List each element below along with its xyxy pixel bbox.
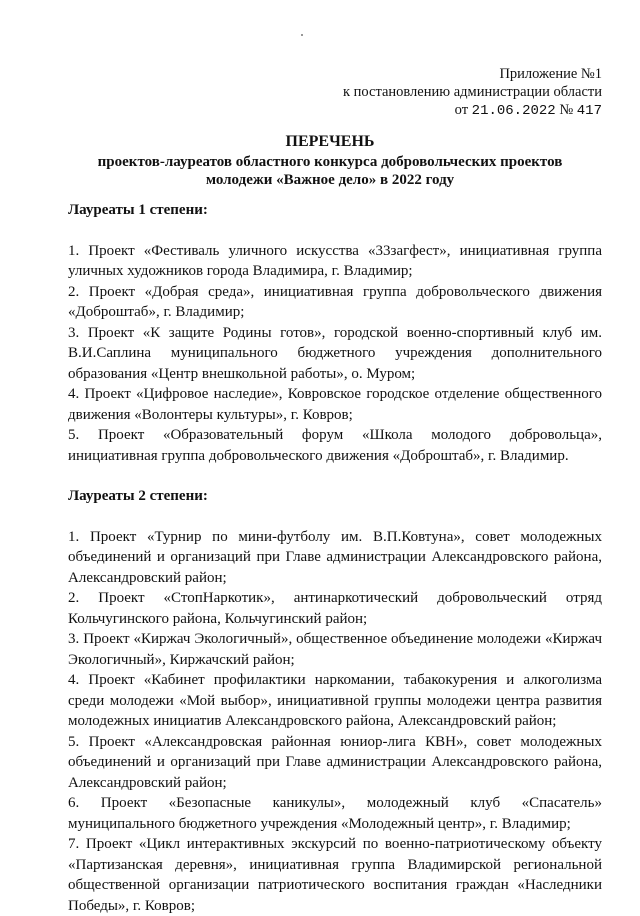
- list-item: 1. Проект «Турнир по мини-футболу им. В.П.Ковтуна», совет молодежных объединений и организаций при Главе администрации Александровского района, Александровский район;: [68, 528, 602, 586]
- appendix-date-prefix: от: [454, 102, 469, 118]
- document-content: [68, 200, 602, 916]
- list-item: 2. Проект «Добрая среда», инициативная группа добровольческого движения «Доброштаб», г. Владимир;: [68, 283, 602, 320]
- list-item: 4. Проект «Цифровое наследие», Ковровское городское отделение общественного движения «Волонтеры культуры», г. Ковров;: [68, 386, 602, 423]
- list-item: 5. Проект «Александровская районная юниор-лига КВН», совет молодежных объединений и организаций при Главе администрации Александровского района, Александровский район;: [68, 733, 602, 791]
- appendix-number-sign: №: [559, 102, 574, 118]
- appendix-date-number: [343, 101, 602, 120]
- document-subtitle-line-2: молодежи «Важное дело» в 2022 году: [205, 172, 455, 188]
- scan-speck: [301, 34, 303, 36]
- section-heading-first-degree: Лауреаты 1 степени:: [68, 202, 208, 218]
- section-heading-second-degree: Лауреаты 2 степени:: [68, 488, 208, 504]
- list-item: 1. Проект «Фестиваль уличного искусства «33загфест», инициативная группа уличных художников города Владимира, г. Владимир;: [68, 242, 602, 279]
- list-item: 3. Проект «Киржач Экологичный», общественное объединение молодежи «Киржач Экологичный», Киржачский район;: [68, 631, 602, 668]
- list-item: 7. Проект «Цикл интерактивных экскурсий по военно-патриотическому объекту «Партизанская деревня», инициативная группа Владимирской региональной общественной организации патриотического воспитания граждан «Наследники Победы», г. Ковров;: [68, 836, 602, 914]
- list-item: 4. Проект «Кабинет профилактики наркомании, табакокурения и алкоголизма среди молодежи «Мой выбор», инициативной группы молодежи центра развития молодежных инициатив Александровского района, Александровский район;: [68, 672, 602, 729]
- appendix-title: Приложение №1: [499, 66, 602, 82]
- document-subtitle-line-1: проектов-лауреатов областного конкурса добровольческих проектов: [97, 154, 563, 170]
- list-item: 3. Проект «К защите Родины готов», городской военно-спортивный клуб им. В.И.Саплина муниципального бюджетного учреждения дополнительного образования «Центр внешкольной работы», о. Муром;: [68, 324, 602, 382]
- appendix-number: 417: [576, 103, 602, 119]
- list-item: 2. Проект «СтопНаркотик», антинаркотический добровольческий отряд Кольчугинского района, Кольчугинский район;: [68, 590, 602, 627]
- appendix-header: [343, 65, 602, 120]
- list-item: 6. Проект «Безопасные каникулы», молодежный клуб «Спасатель» муниципального бюджетного учреждения «Молодежный центр», г. Владимир;: [68, 795, 602, 832]
- document-title-block: [60, 133, 600, 189]
- appendix-reference: к постановлению администрации области: [342, 84, 602, 100]
- document-title: ПЕРЕЧЕНЬ: [285, 133, 375, 150]
- appendix-date: 21.06.2022: [471, 103, 556, 119]
- list-item: 5. Проект «Образовательный форум «Школа молодого добровольца», инициативная группа добровольческого движения «Доброштаб», г. Владимир.: [68, 427, 602, 464]
